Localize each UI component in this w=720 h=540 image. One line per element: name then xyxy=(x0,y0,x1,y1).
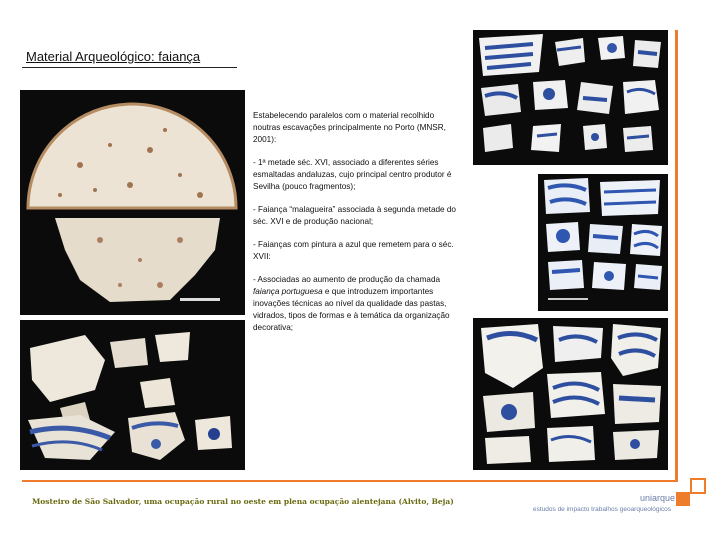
logo-filled-square xyxy=(676,492,690,506)
paragraph-malagueira: - Faiança “malagueira” associada à segunda metade do séc. XVI e de produção nacional; xyxy=(253,205,456,226)
faianca-portuguesa-term: faiança portuguesa xyxy=(253,287,323,296)
photo-blue-fragments-top xyxy=(473,30,668,165)
title-underline xyxy=(22,67,237,68)
photo-blue-fragments-middle xyxy=(538,174,668,311)
orange-horizontal-rule xyxy=(22,480,678,482)
photo-assorted-fragments xyxy=(20,320,245,470)
paragraph-text-end: e que introduzem importantes inovações técnicas ao nível da qualidade das pastas, vidrados, tipos de formas e à temática da organização decorativa; xyxy=(253,287,450,332)
logo-outline-square xyxy=(690,478,706,494)
paragraph-portuguese-faience xyxy=(253,274,463,334)
paragraph-blue-painting: - Faianças com pintura a azul que remetem para o séc. XVII: xyxy=(253,240,454,261)
photo-plate-fragment xyxy=(20,90,245,315)
body-text xyxy=(253,110,463,345)
logo-name: uniarque xyxy=(640,493,676,503)
paragraph-sevilha: - 1ª metade séc. XVI, associado a diferentes séries esmaltadas andaluzas, cujo principal centro produtor é Sevilha (pouco fragmentos); xyxy=(253,158,452,191)
photo-blue-fragments-bottom xyxy=(473,318,668,470)
logo-subtitle: estudos de impacto trabalhos geoarqueológicos xyxy=(533,506,672,513)
page-title: Material Arqueológico: faiança xyxy=(26,49,201,64)
paragraph-text-start: - Associadas ao aumento de produção da chamada xyxy=(253,275,441,284)
orange-vertical-rule xyxy=(675,30,678,480)
footer-caption: Mosteiro de São Salvador, uma ocupação rural no oeste em plena ocupação alentejana (Alvito, Beja) xyxy=(32,497,454,506)
paragraph-intro: Estabelecendo paralelos com o material recolhido noutras escavações principalmente no Porto (MNSR, 2001): xyxy=(253,111,446,144)
